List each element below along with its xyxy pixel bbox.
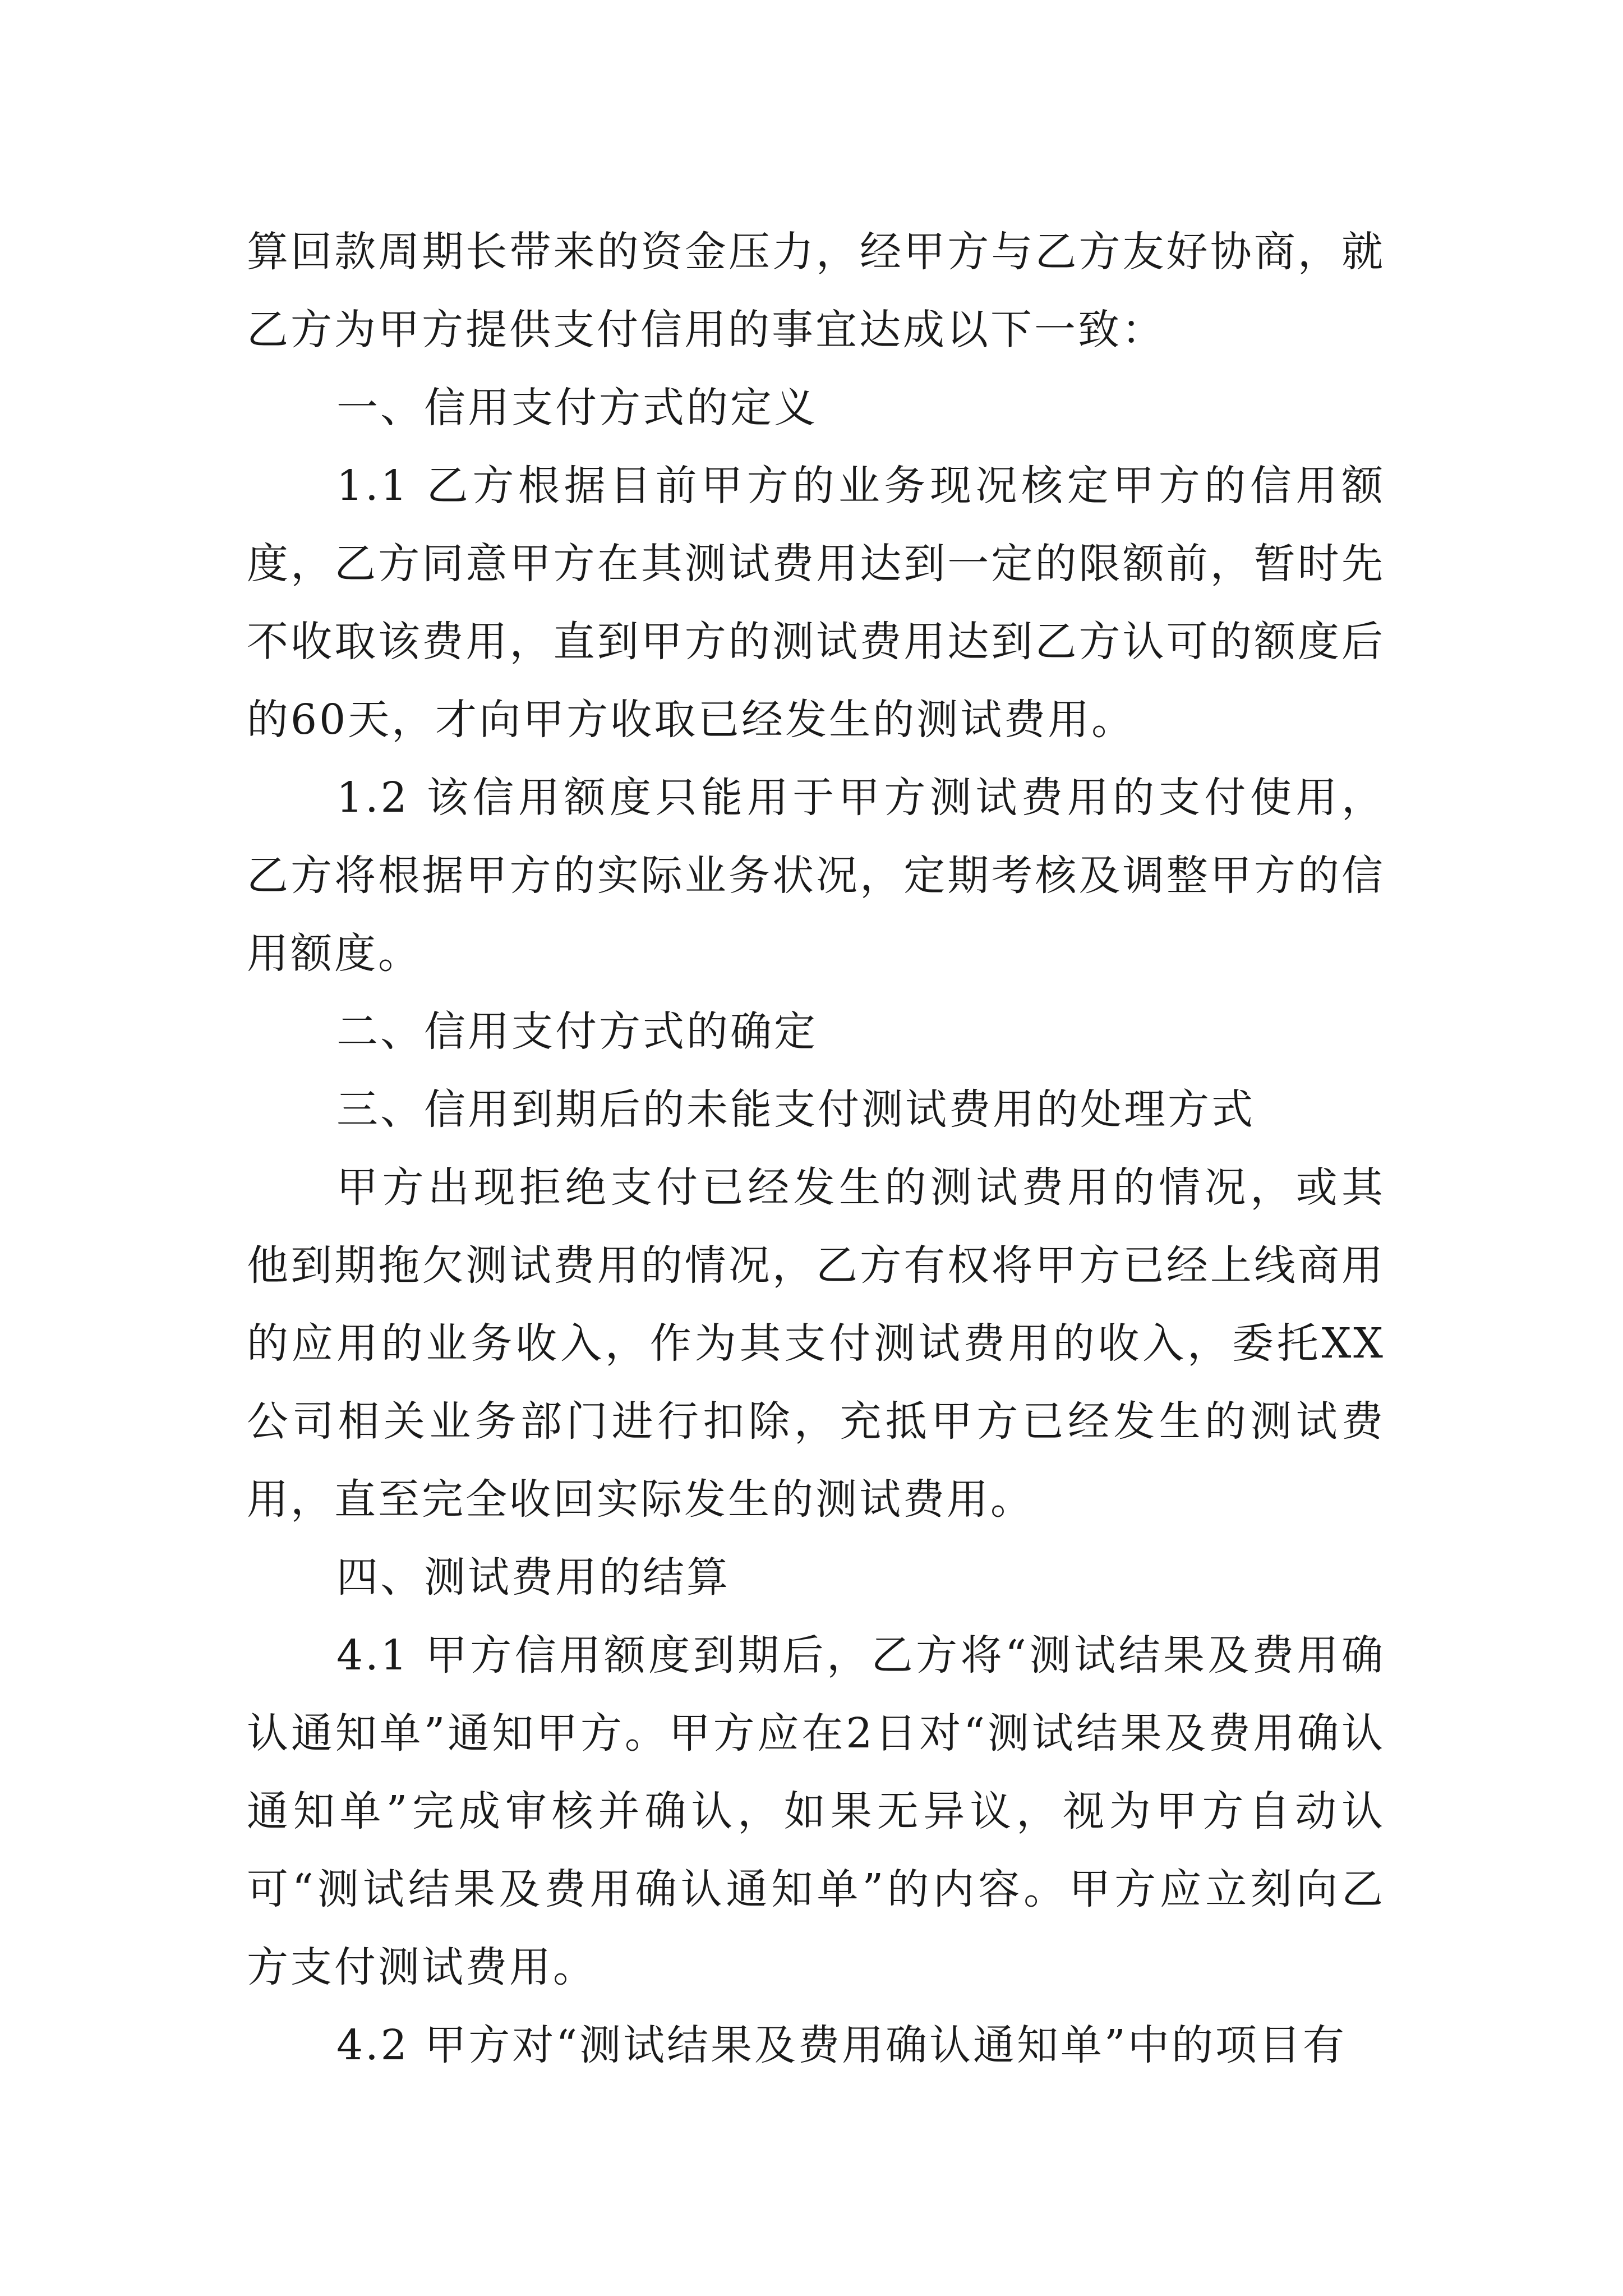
- document-body: [247, 213, 1385, 2085]
- section-heading-1: 一、信用支付方式的定义: [336, 384, 818, 432]
- clause-4-1: 4.1 甲方信用额度到期后，乙方将“测试结果及费用确认通知单”通知甲方。甲方应在2日对“测试结果及费用确认通知单”完成审核并确认，如果无异议，视为甲方自动认可“测试结果及费用确认通知单”的内容。甲方应立刻向乙方支付测试费用。: [247, 1631, 1385, 1991]
- clause-1-2: 1.2 该信用额度只能用于甲方测试费用的支付使用，乙方将根据甲方的实际业务状况，定期考核及调整甲方的信用额度。: [247, 774, 1385, 978]
- section-heading-2: 二、信用支付方式的确定: [336, 1007, 818, 1056]
- section-heading-3: 三、信用到期后的未能支付测试费用的处理方式: [336, 1085, 1255, 1134]
- paragraph-continuation: 算回款周期长带来的资金压力，经甲方与乙方友好协商，就乙方为甲方提供支付信用的事宜达成以下一致：: [247, 228, 1385, 354]
- clause-1-1: 1.1 乙方根据目前甲方的业务现况核定甲方的信用额度，乙方同意甲方在其测试费用达到一定的限额前，暂时先不收取该费用，直到甲方的测试费用达到乙方认可的额度后的60天，才向甲方收取已经发生的测试费用。: [247, 462, 1385, 744]
- section-heading-4: 四、测试费用的结算: [336, 1553, 730, 1602]
- section-3-body: 甲方出现拒绝支付已经发生的测试费用的情况，或其他到期拖欠测试费用的情况，乙方有权将甲方已经上线商用的应用的业务收入，作为其支付测试费用的收入，委托XX公司相关业务部门进行扣除，充抵甲方已经发生的测试费用，直至完全收回实际发生的测试费用。: [247, 1163, 1385, 1524]
- clause-4-2: 4.2 甲方对“测试结果及费用确认通知单”中的项目有: [336, 2021, 1347, 2069]
